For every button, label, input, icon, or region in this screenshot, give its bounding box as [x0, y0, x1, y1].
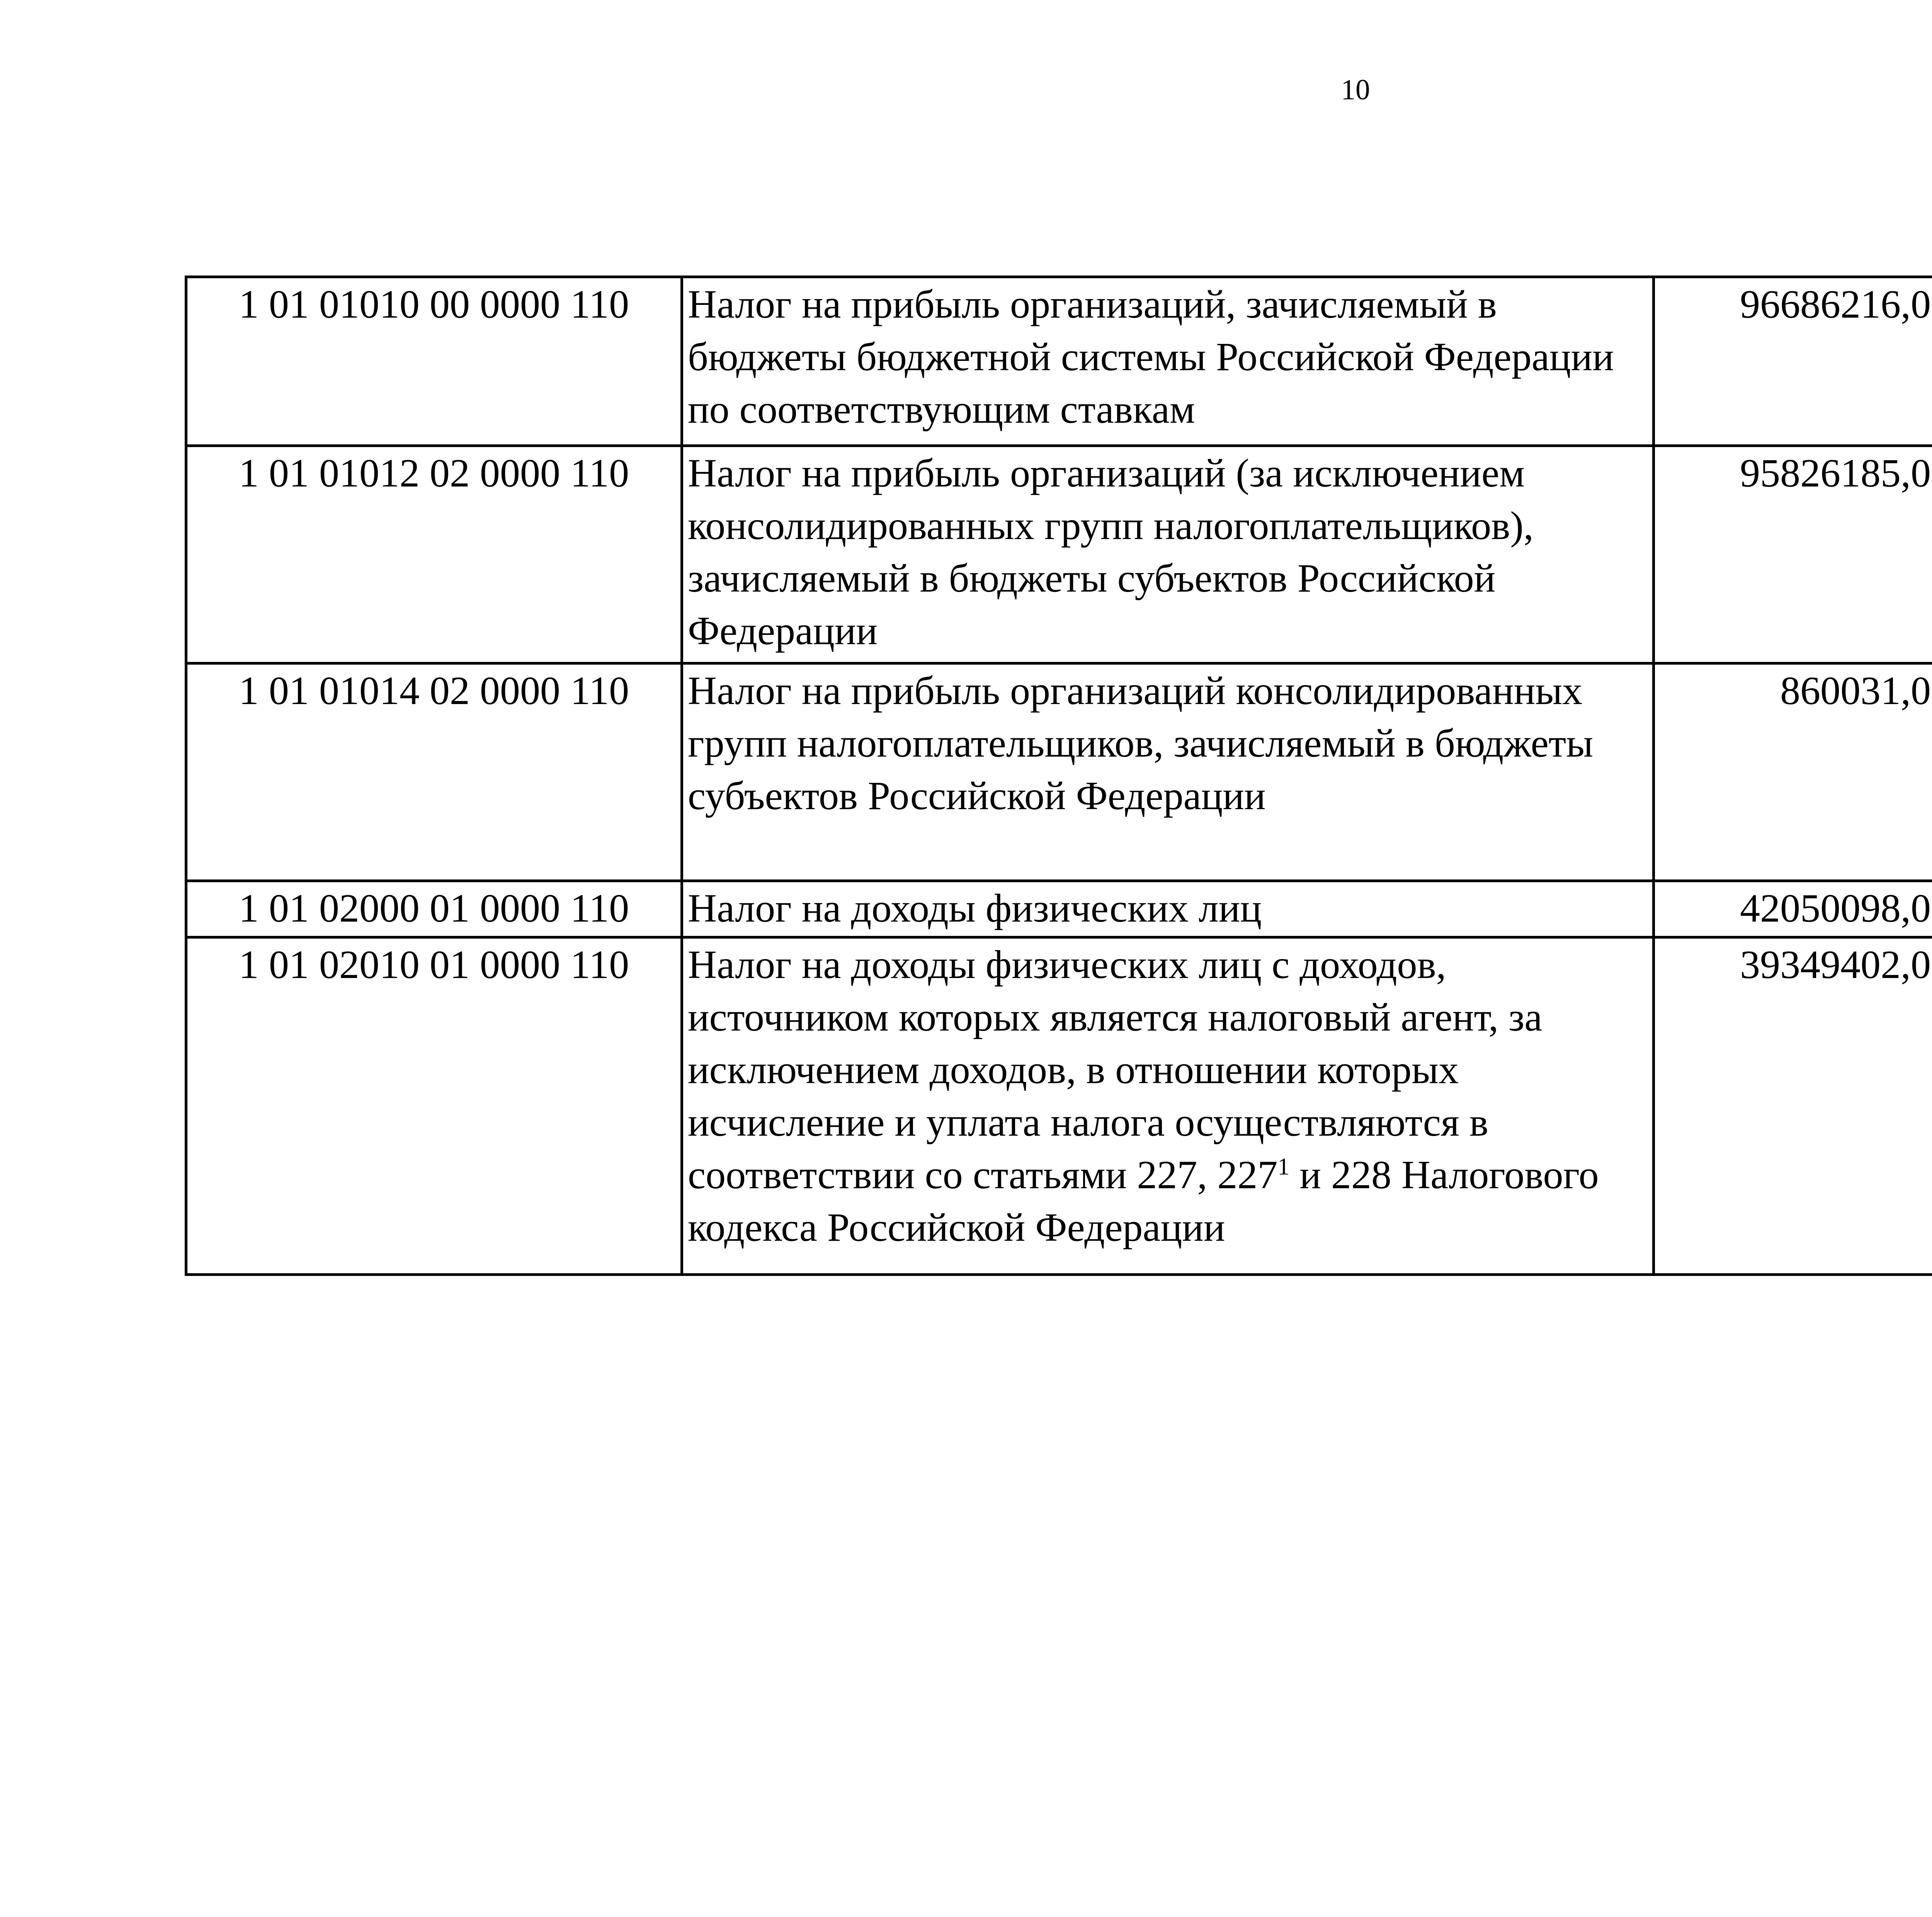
income-name-cell: Налог на прибыль организаций (за исключением консолидированных групп налогоплательщиков), зачисляемый в бюджеты субъектов Российской Федерации	[682, 446, 1654, 663]
budget-code-cell: 1 01 01010 00 0000 110	[186, 277, 682, 446]
income-name-cell: Налог на прибыль организаций, зачисляемый в бюджеты бюджетной системы Российской Федерации по соответствующим ставкам	[682, 277, 1654, 446]
amount-year-1-cell: 39349402,0	[1654, 937, 1932, 1275]
table-row	[186, 663, 1932, 881]
income-name-text: Налог на доходы физических лиц с доходов, источником которых является налоговый агент, за исключением доходов, в отношении которых исчисление и уплата налога осуществляются в соответствии со статьями 227, 227	[688, 942, 1543, 1197]
budget-code-cell: 1 01 01014 02 0000 110	[186, 663, 682, 881]
amount-year-1-cell: 96686216,0	[1654, 277, 1932, 446]
budget-code-cell: 1 01 02010 01 0000 110	[186, 937, 682, 1275]
table-row	[186, 937, 1932, 1275]
amount-year-1-cell: 860031,0	[1654, 663, 1932, 881]
budget-code-cell: 1 01 02000 01 0000 110	[186, 881, 682, 937]
income-name-cell: Налог на прибыль организаций консолидированных групп налогоплательщиков, зачисляемый в бюджеты субъектов Российской Федерации	[682, 663, 1654, 881]
income-name-text-continued: и 228 Налогового кодекса Российской Федерации	[688, 1153, 1599, 1250]
page-number: 10	[1341, 74, 1370, 106]
income-name-cell	[682, 937, 1654, 1275]
budget-code-cell: 1 01 01012 02 0000 110	[186, 446, 682, 663]
table-row	[186, 881, 1932, 937]
amount-year-1-cell: 42050098,0	[1654, 881, 1932, 937]
table-row	[186, 277, 1932, 446]
income-name-cell: Налог на доходы физических лиц	[682, 881, 1654, 937]
budget-revenue-table	[185, 276, 1932, 1276]
amount-year-1-cell: 95826185,0	[1654, 446, 1932, 663]
article-superscript: 1	[1277, 1153, 1290, 1180]
table-row	[186, 446, 1932, 663]
